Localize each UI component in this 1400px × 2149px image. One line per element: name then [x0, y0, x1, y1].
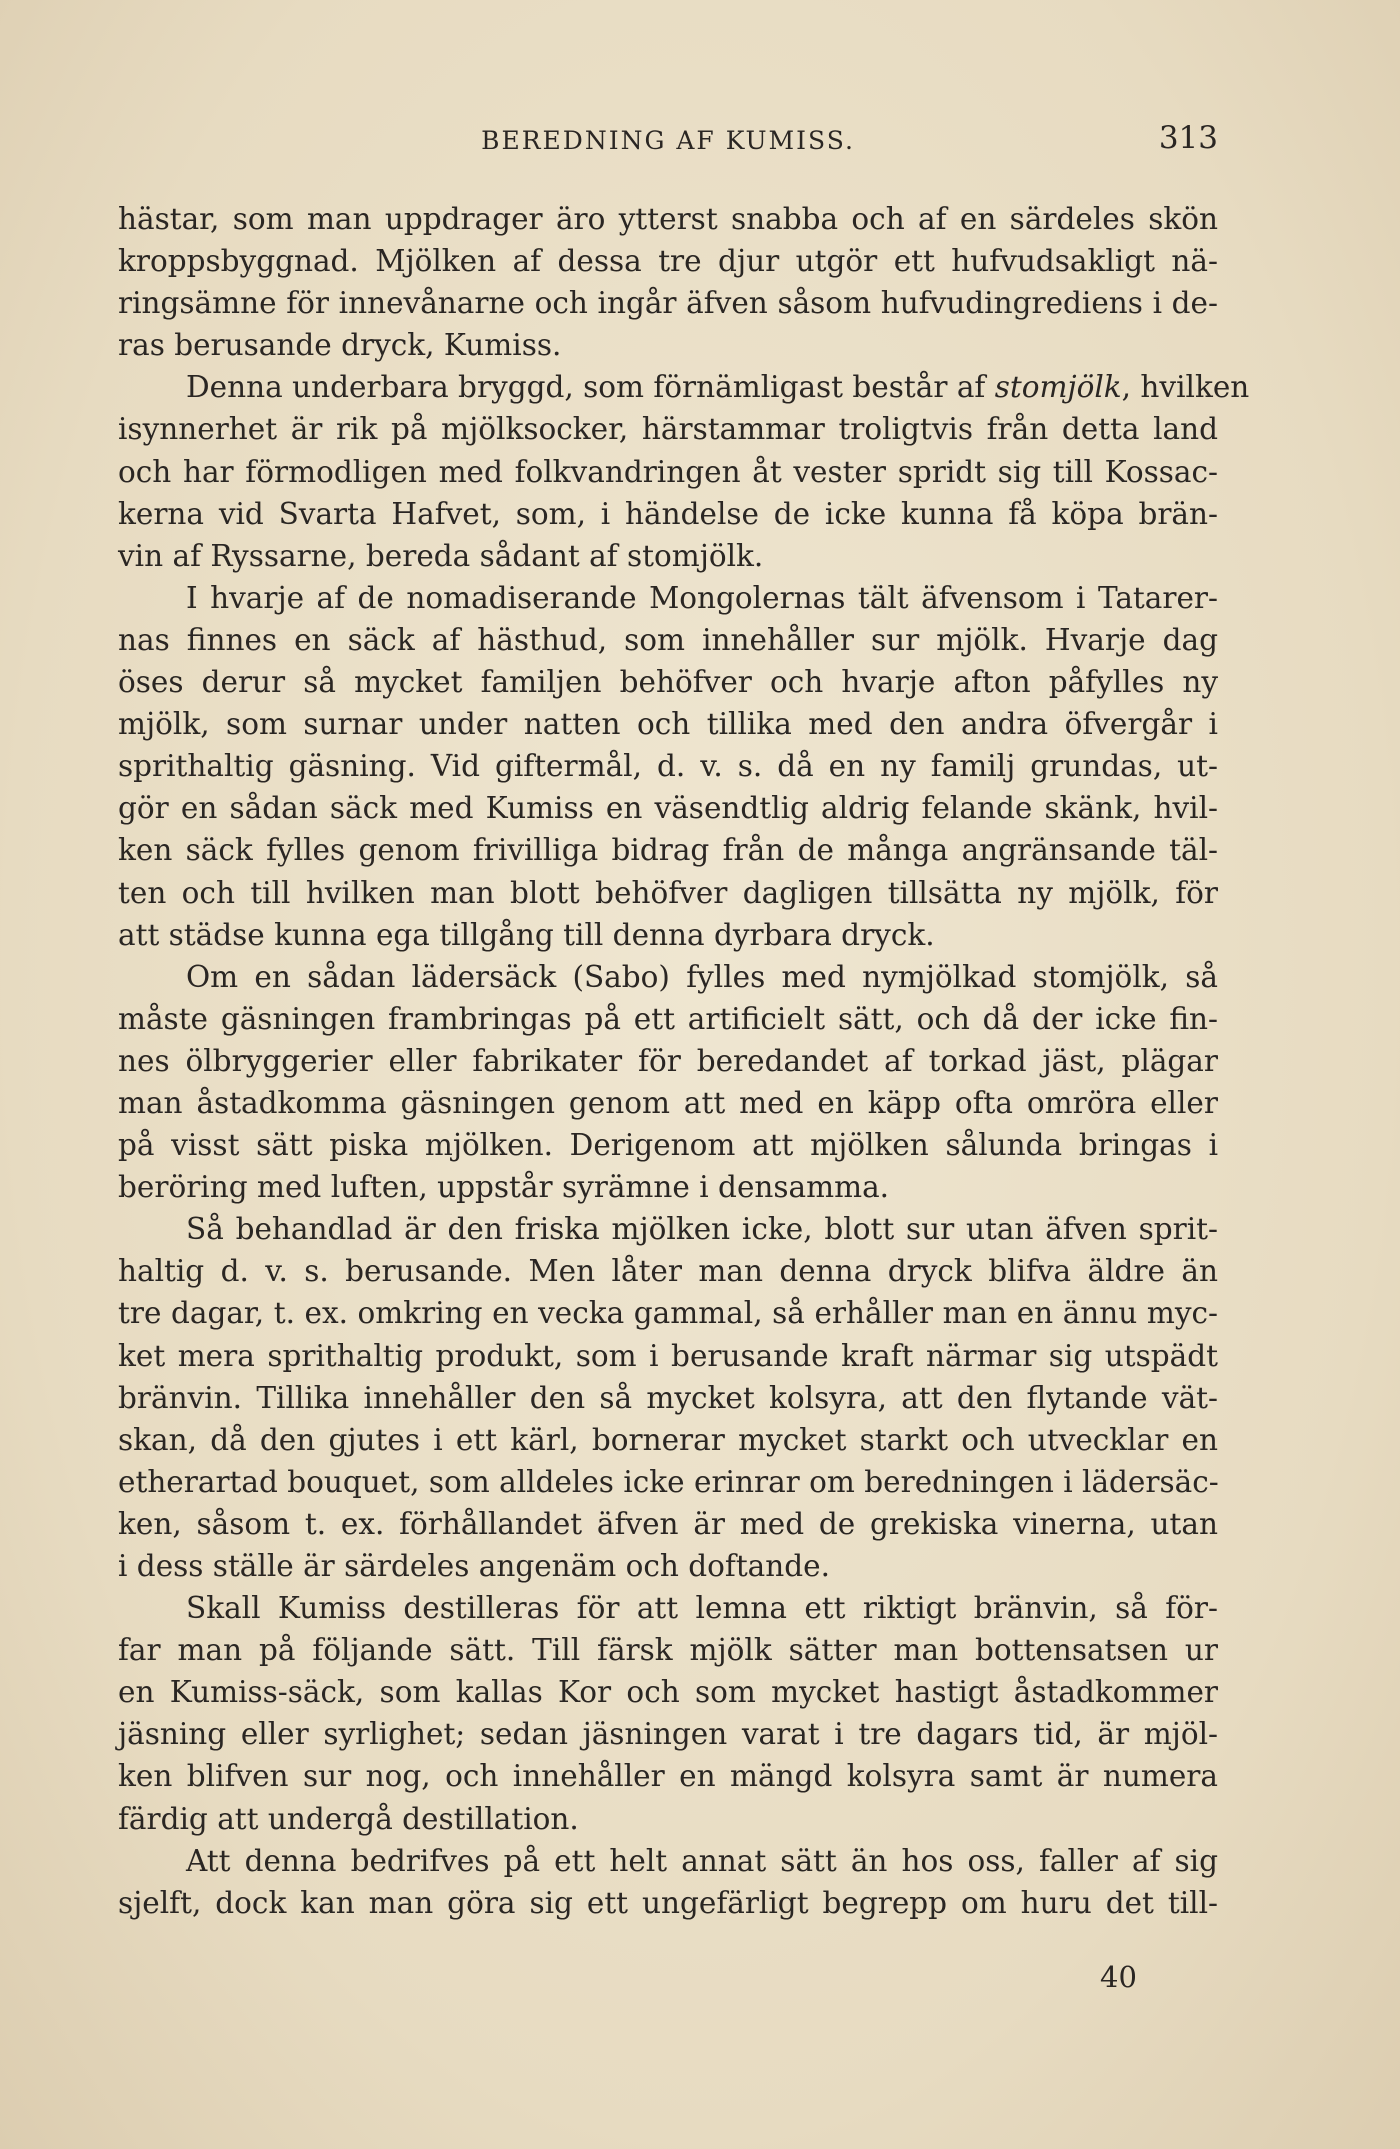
text-line: haltig d. v. s. berusande. Men låter man denna dryck blifva äldre än	[118, 1254, 1218, 1289]
text-line: ringsämne för innevånarne och ingår äfven såsom hufvudingrediens i de-	[118, 286, 1218, 321]
text-line: jäsning eller syrlighet; sedan jäsningen varat i tre dagars tid, är mjöl-	[118, 1717, 1218, 1752]
text-line: I hvarje af de nomadiserande Mongolernas tält äfvensom i Tatarer-	[186, 580, 1218, 615]
text-line: ket mera sprithaltig produkt, som i berusande kraft närmar sig utspädt	[118, 1338, 1218, 1373]
text-line: etherartad bouquet, som alldeles icke erinrar om beredningen i lädersäc-	[118, 1464, 1219, 1499]
text-line: nes ölbryggerier eller fabrikater för beredandet af torkad jäst, plägar	[118, 1043, 1218, 1078]
text-line: färdig att undergå destillation.	[118, 1801, 579, 1836]
text-line: sprithaltig gäsning. Vid giftermål, d. v. s. då en ny familj grundas, ut-	[118, 749, 1218, 784]
text-line: mjölk, som surnar under natten och tillika med den andra öfvergår i	[118, 707, 1218, 742]
italic-term: stomjölk	[994, 370, 1122, 405]
body-text	[118, 198, 1250, 1924]
text-line: på visst sätt piska mjölken. Derigenom att mjölken sålunda bringas i	[118, 1128, 1218, 1163]
text-line: sjelft, dock kan man göra sig ett ungefärligt begrepp om huru det till-	[118, 1885, 1218, 1920]
text-line: i dess ställe är särdeles angenäm och doftande.	[118, 1549, 830, 1583]
text-segment: , hvilken	[1121, 370, 1250, 405]
text-line: måste gäsningen frambringas på ett artificielt sätt, och då der icke fin-	[118, 1001, 1218, 1036]
text-line: att städse kunna ega tillgång till denna dyrbara dryck.	[118, 917, 935, 952]
text-line: Om en sådan lädersäck (Sabo) fylles med nymjölkad stomjölk, så	[186, 959, 1218, 994]
text-line: kerna vid Svarta Hafvet, som, i händelse de icke kunna få köpa brän-	[118, 496, 1218, 531]
running-title: BEREDNING AF KUMISS.	[481, 126, 855, 155]
signature-mark: 40	[1100, 1960, 1137, 1994]
text-line: beröring med luften, uppstår syrämne i densamma.	[118, 1170, 890, 1205]
text-line: öses derur så mycket familjen behöfver och hvarje afton påfylles ny	[118, 665, 1218, 700]
text-line: en Kumiss-säck, som kallas Kor och som mycket hastigt åstadkommer	[118, 1675, 1218, 1710]
text-line: far man på följande sätt. Till färsk mjölk sätter man bottensatsen ur	[118, 1633, 1218, 1668]
text-line: tre dagar, t. ex. omkring en vecka gammal, så erhåller man en ännu myc-	[118, 1296, 1218, 1331]
text-line: Skall Kumiss destilleras för att lemna ett riktigt bränvin, så för-	[186, 1591, 1218, 1626]
text-line: nas finnes en säck af hästhud, som innehåller sur mjölk. Hvarje dag	[118, 622, 1218, 657]
page-header	[118, 120, 1218, 160]
text-line: ken säck fylles genom frivilliga bidrag från de många angränsande täl-	[118, 833, 1218, 868]
text-segment: Denna underbara bryggd, som förnämligast består af	[186, 370, 995, 405]
text-line: ken, såsom t. ex. förhållandet äfven är med de grekiska vinerna, utan	[118, 1506, 1218, 1541]
text-line: skan, då den gjutes i ett kärl, bornerar mycket starkt och utvecklar en	[118, 1422, 1218, 1457]
text-line: gör en sådan säck med Kumiss en väsendtlig aldrig felande skänk, hvil-	[118, 791, 1218, 826]
text-line: ras berusande dryck, Kumiss.	[118, 328, 562, 363]
text-line: hästar, som man uppdrager äro ytterst snabba och af en särdeles skön	[118, 202, 1218, 236]
text-line: ken blifven sur nog, och innehåller en mängd kolsyra samt är numera	[118, 1759, 1218, 1794]
text-line: och har förmodligen med folkvandringen åt vester spridt sig till Kossac-	[118, 454, 1218, 489]
text-line: Så behandlad är den friska mjölken icke, blott sur utan äfven sprit-	[186, 1212, 1218, 1247]
text-line	[118, 366, 1250, 408]
text-line: man åstadkomma gäsningen genom att med en käpp ofta omröra eller	[118, 1085, 1218, 1120]
text-line: vin af Ryssarne, bereda sådant af stomjölk.	[118, 538, 764, 573]
page-number: 313	[1158, 120, 1218, 156]
text-line: isynnerhet är rik på mjölksocker, härstammar troligtvis från detta land	[118, 412, 1218, 447]
text-line: Att denna bedrifves på ett helt annat sätt än hos oss, faller af sig	[186, 1843, 1218, 1878]
text-line: bränvin. Tillika innehåller den så mycket kolsyra, att den flytande vät-	[118, 1380, 1218, 1415]
text-line: kroppsbyggnad. Mjölken af dessa tre djur utgör ett hufvudsakligt nä-	[118, 244, 1218, 279]
text-line: ten och till hvilken man blott behöfver dagligen tillsätta ny mjölk, för	[118, 875, 1218, 910]
